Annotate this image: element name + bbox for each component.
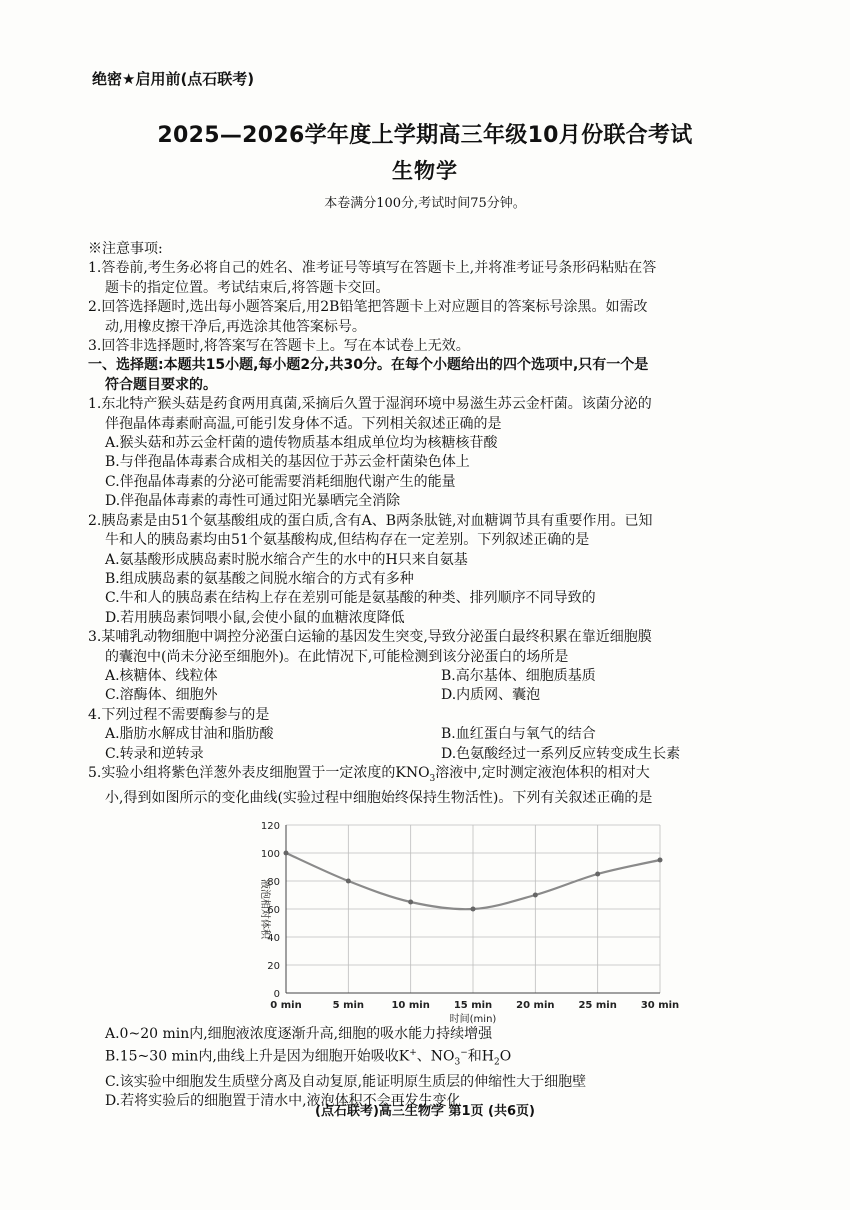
question-1-stem: 1.东北特产猴头菇是药食两用真菌,采摘后久置于湿润环境中易滋生苏云金杆菌。该菌分泌的 [88,396,652,413]
y-tick-label: 100 [260,848,280,860]
question-4-option-d: D.色氨酸经过一系列反应转变成生长素 [441,745,681,762]
question-5-option-b: B.15~30 min内,曲线上升是因为细胞开始吸收K+、$NO_3^-$和$H_2O$ [105,1047,512,1068]
data-point [595,871,600,876]
question-5-option-a: A.0~20 min内,细胞液浓度逐渐升高,细胞的吸水能力持续增强 [105,1025,493,1042]
question-3-option-d: D.内质网、囊泡 [441,687,541,704]
question-5-option-d: D.若将实验后的细胞置于清水中,液泡体积不会再发生变化 [105,1093,461,1110]
question-2-option-b: B.组成胰岛素的氨基酸之间脱水缩合的方式有多种 [105,570,414,587]
question-3-options-row2 [88,686,818,705]
x-tick-label: 20 min [516,999,555,1011]
y-tick-label: 0 [273,988,280,1000]
data-point [471,906,476,911]
section-heading: 一、选择题:本题共15小题,每小题2分,共30分。在每个小题给出的四个选项中,只有一个是 [88,357,649,374]
question-4-option-b: B.血红蛋白与氧气的结合 [441,726,596,743]
y-tick-label: 60 [267,904,280,916]
question-3-stem-cont: 的囊泡中(尚未分泌至细胞外)。在此情况下,可能检测到该分泌蛋白的场所是 [105,648,569,665]
note-line: 2.回答选择题时,选出每小题答案后,用2B铅笔把答题卡上对应题目的答案标号涂黑。如需改 [88,299,648,316]
question-2-option-c: C.牛和人的胰岛素在结构上存在差别可能是氨基酸的种类、排列顺序不同导致的 [105,590,596,607]
note-line: 3.回答非选择题时,将答案写在答题卡上。写在本试卷上无效。 [88,338,470,355]
question-5-stem-cont: 小,得到如图所示的变化曲线(实验过程中细胞始终保持生物活性)。下列有关叙述正确的是 [105,790,653,807]
question-1-option-a: A.猴头菇和苏云金杆菌的遗传物质基本组成单位均为核糖核苷酸 [105,435,498,452]
chart-svg [240,815,680,1025]
x-tick-label: 25 min [578,999,617,1011]
question-1-option-b: B.与伴孢晶体毒素合成相关的基因位于苏云金杆菌染色体上 [105,454,470,471]
y-tick-label: 80 [267,876,280,888]
question-2-option-a: A.氨基酸形成胰岛素时脱水缩合产生的水中的H只来自氨基 [105,551,468,568]
question-3-option-c: C.溶酶体、细胞外 [105,687,218,704]
x-tick-label: 30 min [640,999,680,1011]
data-point [346,878,351,883]
x-axis-label: 时间(min) [449,1013,497,1025]
x-tick-label: 0 min [270,999,302,1011]
note-line: 题卡的指定位置。考试结束后,将答题卡交回。 [105,279,390,296]
y-tick-label: 120 [260,820,280,832]
page-footer: (点石联考)高三生物学 第1页 (共6页) [315,1104,535,1119]
question-3-option-b: B.高尔基体、细胞质基质 [441,667,596,684]
question-3-stem: 3.某哺乳动物细胞中调控分泌蛋白运输的基因发生突变,导致分泌蛋白最终积累在靠近细胞膜 [88,629,652,646]
note-line: 1.答卷前,考生务必将自己的姓名、准考证号等填写在答题卡上,并将准考证号条形码粘贴在答 [88,260,657,277]
question-4-options-row2 [88,745,818,764]
question-4-option-c: C.转录和逆转录 [105,745,204,762]
y-axis-label: 液泡相对体积 [259,878,270,939]
question-1-option-d: D.伴孢晶体毒素的毒性可通过阳光暴晒完全消除 [105,493,401,510]
exam-title: 2025—2026学年度上学期高三年级10月份联合考试 [157,123,693,148]
x-tick-label: 15 min [453,999,493,1011]
data-point [533,892,538,897]
x-tick-label: 10 min [391,999,430,1011]
question-4-options-row1 [88,725,818,744]
exam-body [88,240,818,1112]
data-point [408,899,413,904]
question-5-stem: 5.实验小组将紫色洋葱外表皮细胞置于一定浓度的$KNO_3$溶液中,定时测定液泡体积的相对大 [88,764,650,784]
confidential-label: 绝密★启用前(点石联考) [92,70,255,88]
question-1-option-c: C.伴孢晶体毒素的分泌可能需要消耗细胞代谢产生的能量 [105,473,456,490]
question-2-option-d: D.若用胰岛素饲喂小鼠,会使小鼠的血糖浓度降低 [105,609,405,626]
y-tick-label: 40 [267,932,280,944]
notes-heading: ※注意事项: [88,241,163,257]
y-tick-label: 20 [267,960,280,972]
question-3-options-row1 [88,667,818,686]
x-tick-label: 5 min [332,999,365,1011]
question-3-option-a: A.核糖体、线粒体 [105,667,218,684]
question-4-option-a: A.脂肪水解成甘油和脂肪酸 [105,726,274,743]
note-line: 动,用橡皮擦干净后,再选涂其他答案标号。 [105,318,366,335]
vacuole-volume-chart [240,815,680,1025]
question-4-stem: 4.下列过程不需要酶参与的是 [88,706,270,723]
question-5-option-c: C.该实验中细胞发生质壁分离及自动复原,能证明原生质层的伸缩性大于细胞壁 [105,1073,587,1090]
data-point [284,850,289,855]
question-2-stem: 2.胰岛素是由51个氨基酸组成的蛋白质,含有A、B两条肽链,对血糖调节具有重要作用。已知 [88,512,653,529]
subject-title: 生物学 [392,159,458,183]
question-2-stem-cont: 牛和人的胰岛素均由51个氨基酸构成,但结构存在一定差别。下列叙述正确的是 [105,532,590,549]
section-heading-cont: 符合题目要求的。 [105,376,217,393]
exam-info: 本卷满分100分,考试时间75分钟。 [324,196,526,211]
question-1-stem-cont: 伴孢晶体毒素耐高温,可能引发身体不适。下列相关叙述正确的是 [105,415,502,432]
data-point [658,857,663,862]
